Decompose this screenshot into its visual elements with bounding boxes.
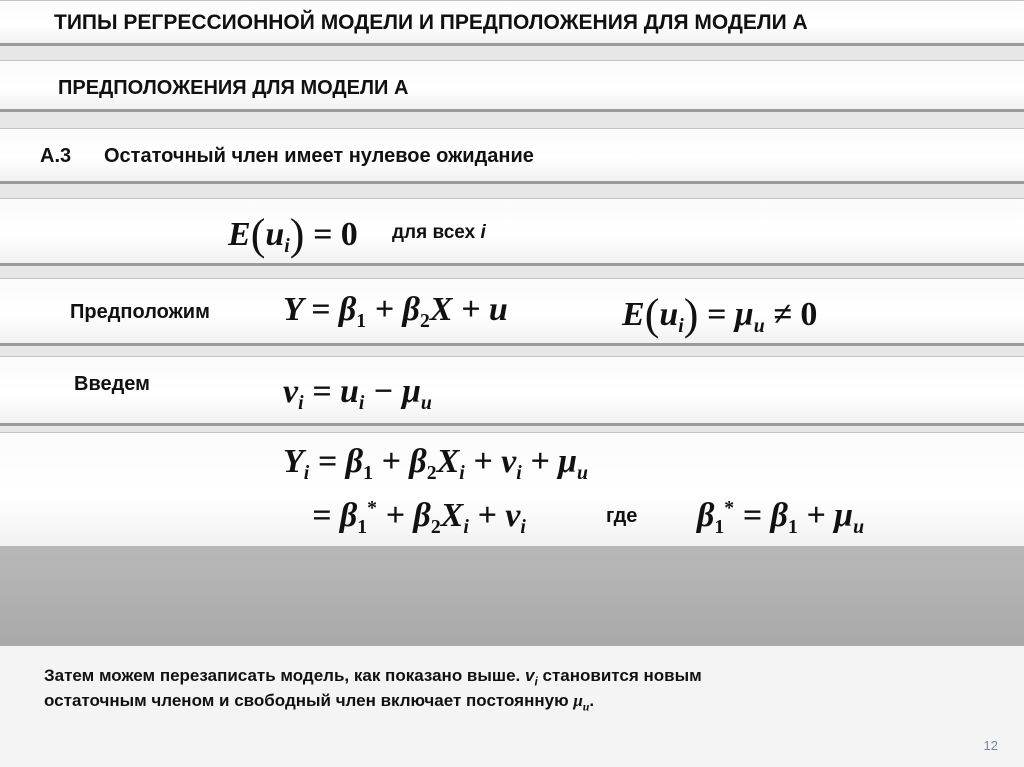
introduce-band bbox=[0, 356, 1024, 426]
nonzero-expectation-formula: $E(u_i) = \mu_u \ne 0$ bbox=[622, 290, 818, 339]
assumption-bar bbox=[0, 128, 1024, 184]
footer-line2: остаточным членом и свободный член включает постоянную $\mu_u$. bbox=[44, 691, 595, 714]
new-residual-formula: $v_i = u_i - \mu_u$ bbox=[283, 373, 432, 414]
title-bar bbox=[0, 0, 1024, 46]
suppose-band bbox=[0, 278, 1024, 346]
zero-expectation-formula: $E(u_i) = 0$ bbox=[228, 210, 358, 259]
for-all-i-note: для всех i bbox=[392, 222, 486, 243]
where-label: где bbox=[606, 505, 638, 527]
footer-line1: Затем можем перезаписать модель, как показано выше. $v_i$ становится новым bbox=[44, 666, 702, 689]
gray-panel bbox=[0, 546, 1024, 646]
rewrite-band bbox=[0, 432, 1024, 546]
slide-title: ТИПЫ РЕГРЕССИОННОЙ МОДЕЛИ И ПРЕДПОЛОЖЕНИЯ ДЛЯ МОДЕЛИ А bbox=[54, 11, 808, 34]
page-number: 12 bbox=[983, 738, 998, 753]
assumption-text: Остаточный член имеет нулевое ожидание bbox=[104, 145, 534, 167]
footer-note bbox=[0, 646, 1024, 767]
suppose-label: Предположим bbox=[70, 301, 210, 323]
rewritten-model-line2: = $\beta_1^* + \beta_2X_i + v_i$ bbox=[312, 497, 526, 538]
slide-subtitle: ПРЕДПОЛОЖЕНИЯ ДЛЯ МОДЕЛИ А bbox=[58, 77, 409, 99]
new-intercept-formula: $\beta_1^* = \beta_1 + \mu_u$ bbox=[697, 497, 865, 538]
introduce-label: Введем bbox=[74, 373, 150, 395]
subtitle-bar bbox=[0, 60, 1024, 112]
expectation-band bbox=[0, 198, 1024, 266]
regression-model-formula: $Y = \beta_1 + \beta_2X + u$ bbox=[283, 291, 508, 332]
rewritten-model-line1: $Y_i = \beta_1 + \beta_2X_i + v_i + \mu_u$ bbox=[283, 443, 588, 484]
assumption-number: А.3 bbox=[40, 145, 72, 167]
